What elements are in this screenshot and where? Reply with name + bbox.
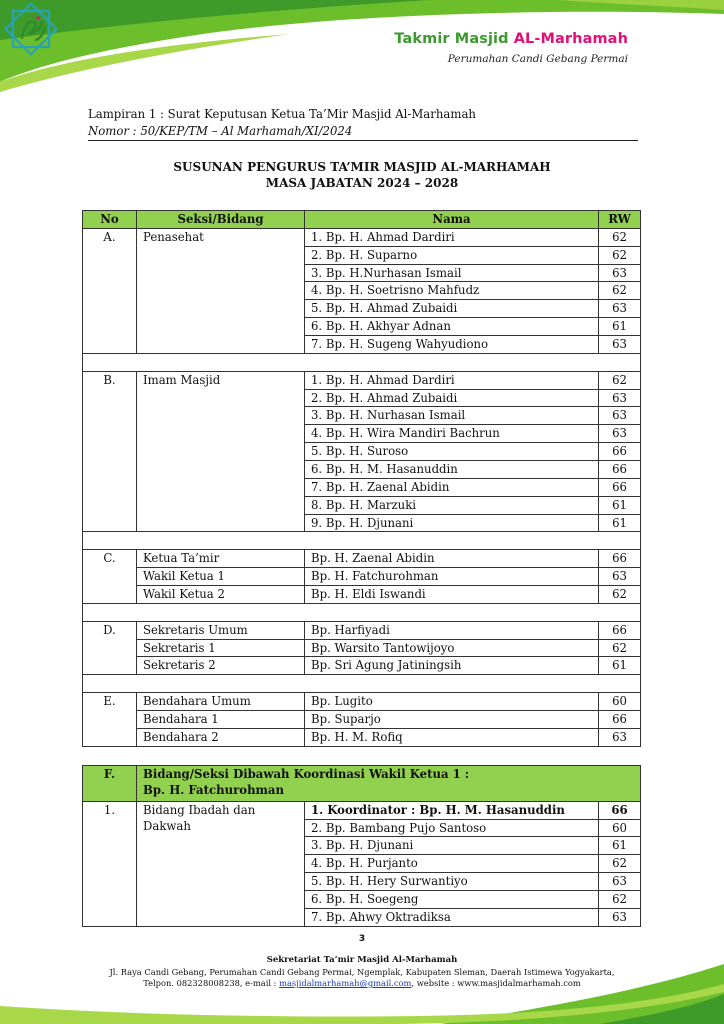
spacer-cell: [83, 353, 641, 371]
section-no: A.: [83, 228, 137, 353]
member-rw: 66: [599, 550, 641, 568]
brand-name: Takmir Masjid: [394, 31, 514, 47]
table-row: [83, 586, 641, 604]
table-row: [83, 693, 641, 711]
footer-website: , website : www.masjidalmarhamah.com: [411, 978, 581, 988]
table-row: [83, 371, 641, 389]
spacer-row: [83, 603, 641, 621]
member-rw: 61: [599, 657, 641, 675]
member-name: 6. Bp. H. Soegeng: [305, 890, 599, 908]
spacer-cell: [83, 675, 641, 693]
section-f-heading-line: Bidang/Seksi Dibawah Koordinasi Wakil Ketua 1 :: [143, 767, 470, 781]
decree-number: Nomor : 50/KEP/TM – Al Marhamah/XI/2024: [88, 124, 353, 138]
section-f-table: [82, 765, 641, 927]
footer-address: Jl. Raya Candi Gebang, Perumahan Candi Gebang Permai, Ngemplak, Kabupaten Sleman, Daerah Istimewa Yogyakarta,: [109, 966, 615, 977]
role-label: Wakil Ketua 1: [137, 568, 305, 586]
member-rw: 63: [599, 300, 641, 318]
member-rw: 63: [599, 336, 641, 354]
member-name: 1. Bp. H. Ahmad Dardiri: [305, 228, 599, 246]
table-row: [83, 621, 641, 639]
role-label: Sekretaris 1: [137, 639, 305, 657]
member-name: Bp. H. M. Rofiq: [305, 728, 599, 746]
member-name: 7. Bp. H. Sugeng Wahyudiono: [305, 336, 599, 354]
member-rw: 63: [599, 389, 641, 407]
item-label: [137, 801, 305, 926]
email-link[interactable]: masjidalmarhamah@gmail.com: [279, 978, 412, 988]
attachment-reference: [88, 106, 476, 140]
member-rw: 61: [599, 318, 641, 336]
member-name: 2. Bp. Bambang Pujo Santoso: [305, 819, 599, 837]
member-name: 3. Bp. H. Nurhasan Ismail: [305, 407, 599, 425]
attachment-line: Lampiran 1 : Surat Keputusan Ketua Ta’Mir Masjid Al-Marhamah: [88, 107, 476, 121]
section-no: D.: [83, 621, 137, 675]
brand-title: [394, 31, 628, 47]
col-header-rw: RW: [599, 211, 641, 229]
spacer-row: [83, 353, 641, 371]
member-rw: 62: [599, 246, 641, 264]
page-number: 3: [358, 934, 366, 944]
member-rw: 66: [599, 461, 641, 479]
section-no: C.: [83, 550, 137, 604]
member-name: 4. Bp. H. Purjanto: [305, 855, 599, 873]
brand-subtitle: Perumahan Candi Gebang Permai: [447, 53, 628, 65]
member-name: 7. Bp. Ahwy Oktradiksa: [305, 908, 599, 926]
member-rw: 63: [599, 264, 641, 282]
member-name: 4. Bp. H. Soetrisno Mahfudz: [305, 282, 599, 300]
col-header-nama: Nama: [305, 211, 599, 229]
member-name: Bp. Harfiyadi: [305, 621, 599, 639]
member-rw: 60: [599, 693, 641, 711]
role-label: Bendahara Umum: [137, 693, 305, 711]
item-label-line: Dakwah: [143, 818, 191, 833]
member-name: Bp. H. Fatchurohman: [305, 568, 599, 586]
member-name: 2. Bp. H. Suparno: [305, 246, 599, 264]
role-label: Sekretaris Umum: [137, 621, 305, 639]
table-row: [83, 711, 641, 729]
table-header-row: [83, 211, 641, 229]
member-name: 6. Bp. H. Akhyar Adnan: [305, 318, 599, 336]
footer-phone: Telpon. 082328008238, e-mail :: [143, 978, 280, 988]
member-rw: 66: [599, 711, 641, 729]
section-f-coordinator: Bp. H. Fatchurohman: [143, 783, 284, 797]
member-name: 2. Bp. H. Ahmad Zubaidi: [305, 389, 599, 407]
coordinator-name: 1. Koordinator : Bp. H. M. Hasanuddin: [305, 801, 599, 819]
section-label: Penasehat: [137, 228, 305, 353]
spacer-row: [83, 675, 641, 693]
board-table: [82, 210, 641, 747]
member-name: Bp. Suparjo: [305, 711, 599, 729]
section-f-heading-row: [83, 766, 641, 802]
col-header-seksi: Seksi/Bidang: [137, 211, 305, 229]
member-name: Bp. Warsito Tantowijoyo: [305, 639, 599, 657]
role-label: Bendahara 1: [137, 711, 305, 729]
footer-secretariat: Sekretariat Ta’mir Masjid Al-Marhamah: [266, 955, 458, 965]
member-rw: 63: [599, 908, 641, 926]
section-no: B.: [83, 371, 137, 532]
member-name: Bp. Lugito: [305, 693, 599, 711]
item-no: 1.: [83, 801, 137, 926]
role-label: Sekretaris 2: [137, 657, 305, 675]
member-name: Bp. H. Eldi Iswandi: [305, 586, 599, 604]
member-rw: 63: [599, 568, 641, 586]
spacer-cell: [83, 532, 641, 550]
member-name: 6. Bp. H. M. Hasanuddin: [305, 461, 599, 479]
member-name: 3. Bp. H. Djunani: [305, 837, 599, 855]
member-name: 5. Bp. H. Ahmad Zubaidi: [305, 300, 599, 318]
member-rw: 63: [599, 425, 641, 443]
member-rw: 63: [599, 407, 641, 425]
member-rw: 63: [599, 873, 641, 891]
member-rw: 61: [599, 496, 641, 514]
table-row: [83, 568, 641, 586]
table-row: [83, 550, 641, 568]
document-subtitle: MASA JABATAN 2024 – 2028: [265, 176, 459, 190]
section-label: Imam Masjid: [137, 371, 305, 532]
member-rw: 66: [599, 621, 641, 639]
table-row: [83, 801, 641, 819]
member-rw: 63: [599, 728, 641, 746]
role-label: Bendahara 2: [137, 728, 305, 746]
member-name: 3. Bp. H.Nurhasan Ismail: [305, 264, 599, 282]
member-rw: 66: [599, 443, 641, 461]
member-rw: 61: [599, 837, 641, 855]
member-rw: 62: [599, 890, 641, 908]
footer-contact: [0, 978, 724, 990]
member-rw: 66: [599, 478, 641, 496]
member-rw: 62: [599, 371, 641, 389]
member-rw: 62: [599, 586, 641, 604]
member-name: 8. Bp. H. Marzuki: [305, 496, 599, 514]
member-rw: 61: [599, 514, 641, 532]
role-label: Wakil Ketua 2: [137, 586, 305, 604]
section-f-heading: [137, 766, 641, 802]
member-name: 5. Bp. H. Suroso: [305, 443, 599, 461]
member-rw: 66: [599, 801, 641, 819]
member-rw: 62: [599, 282, 641, 300]
col-header-no: No: [83, 211, 137, 229]
footer-text: [0, 955, 724, 990]
member-name: 4. Bp. H. Wira Mandiri Bachrun: [305, 425, 599, 443]
member-rw: 60: [599, 819, 641, 837]
section-no: F.: [83, 766, 137, 802]
brand-block: [394, 31, 628, 65]
table-row: [83, 639, 641, 657]
section-no: E.: [83, 693, 137, 747]
member-name: Bp. Sri Agung Jatiningsih: [305, 657, 599, 675]
member-name: Bp. H. Zaenal Abidin: [305, 550, 599, 568]
role-label: Ketua Ta’mir: [137, 550, 305, 568]
member-rw: 62: [599, 639, 641, 657]
table-row: [83, 228, 641, 246]
spacer-cell: [83, 603, 641, 621]
table-row: [83, 657, 641, 675]
member-rw: 62: [599, 228, 641, 246]
member-rw: 62: [599, 855, 641, 873]
letterhead: [0, 0, 724, 92]
member-name: 1. Bp. H. Ahmad Dardiri: [305, 371, 599, 389]
member-name: 7. Bp. H. Zaenal Abidin: [305, 478, 599, 496]
brand-name-highlight: AL-Marhamah: [513, 31, 628, 47]
mosque-logo-icon: [0, 0, 62, 58]
member-name: 5. Bp. H. Hery Surwantiyo: [305, 873, 599, 891]
document-title: SUSUNAN PENGURUS TA’MIR MASJID AL-MARHAMAH: [173, 160, 551, 174]
item-label-line: Bidang Ibadah dan: [143, 802, 256, 817]
divider: [88, 140, 638, 141]
spacer-row: [83, 532, 641, 550]
table-row: [83, 728, 641, 746]
member-name: 9. Bp. H. Djunani: [305, 514, 599, 532]
